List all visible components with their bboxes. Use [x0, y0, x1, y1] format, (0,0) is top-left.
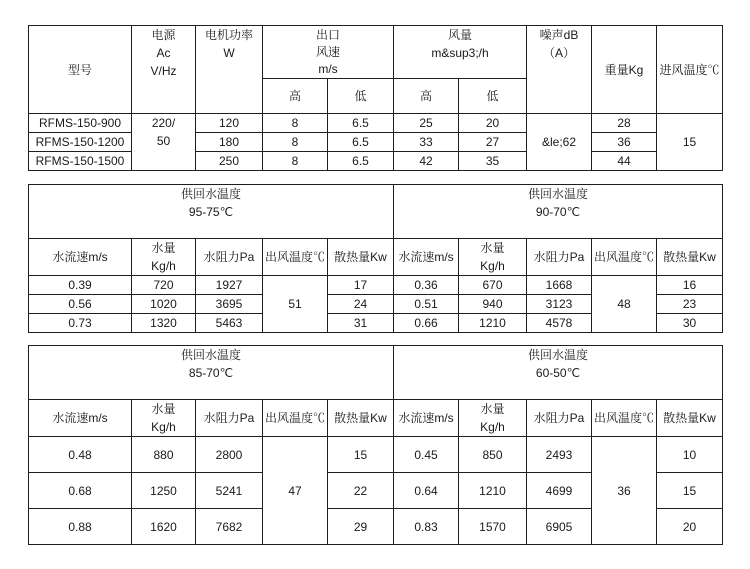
water-resistance-cell: 1668	[527, 276, 592, 295]
outlet-air-speed-label-1: 出口	[316, 27, 341, 42]
water-volume-header	[132, 400, 196, 437]
column-header-row	[29, 400, 723, 437]
water-resistance-cell: 3123	[527, 295, 592, 314]
water-volume-cell: 1570	[459, 509, 527, 545]
weight-cell: 44	[592, 152, 657, 171]
water-volume-cell: 1210	[459, 314, 527, 333]
weight-cell: 36	[592, 133, 657, 152]
flow-speed-cell: 0.68	[29, 473, 132, 509]
heat-output-cell: 17	[328, 276, 394, 295]
air-volume-header	[394, 26, 527, 79]
flow-speed-cell: 0.64	[394, 473, 459, 509]
air-volume-high-header: 高	[394, 79, 459, 114]
flow-speed-cell: 0.36	[394, 276, 459, 295]
outlet-air-temp-cell: 36	[592, 437, 657, 545]
inlet-air-temp-value: 15	[657, 114, 723, 171]
air-volume-unit: m&sup3;/h	[431, 46, 489, 60]
speed-low-cell: 6.5	[328, 152, 394, 171]
model-cell: RFMS-150-1200	[29, 133, 132, 152]
water-resistance-cell: 5463	[196, 314, 263, 333]
water-volume-cell: 1320	[132, 314, 196, 333]
water-volume-cell: 880	[132, 437, 196, 473]
water-resistance-cell: 6905	[527, 509, 592, 545]
table-row	[29, 276, 723, 295]
motor-power-header	[196, 26, 263, 114]
noise-header	[527, 26, 592, 114]
condition-row	[29, 185, 723, 239]
column-header-row	[29, 239, 723, 276]
speed-low-cell: 6.5	[328, 114, 394, 133]
water-volume-label: 水量	[151, 402, 176, 416]
water-resistance-header: 水阻力Pa	[196, 239, 263, 276]
water-volume-cell: 1620	[132, 509, 196, 545]
heat-output-cell: 24	[328, 295, 394, 314]
flow-speed-header: 水流速m/s	[29, 400, 132, 437]
water-resistance-header: 水阻力Pa	[527, 239, 592, 276]
water-volume-unit: Kg/h	[480, 420, 505, 434]
water-volume-cell: 1210	[459, 473, 527, 509]
noise-label: 噪声dB	[539, 28, 579, 42]
outlet-air-temp-header: 出风温度℃	[263, 239, 328, 276]
water-volume-cell: 1250	[132, 473, 196, 509]
heat-output-cell: 23	[657, 295, 723, 314]
water-volume-cell: 720	[132, 276, 196, 295]
power-supply-label: 电源	[151, 28, 176, 42]
water-temp-table-2	[28, 345, 723, 545]
weight-header: 重量Kg	[592, 26, 657, 114]
heat-output-cell: 15	[328, 437, 394, 473]
speed-high-cell: 8	[263, 152, 328, 171]
water-resistance-cell: 1927	[196, 276, 263, 295]
water-volume-cell: 850	[459, 437, 527, 473]
power-supply-type: Ac	[156, 46, 171, 60]
water-temp-condition-right	[394, 185, 723, 239]
water-volume-unit: Kg/h	[151, 420, 176, 434]
heat-output-cell: 31	[328, 314, 394, 333]
model-header: 型号	[29, 26, 132, 114]
heat-output-header: 散热量Kw	[328, 239, 394, 276]
flow-speed-cell: 0.48	[29, 437, 132, 473]
product-spec-table	[28, 25, 723, 171]
air-volume-label: 风量	[448, 28, 473, 42]
water-volume-cell: 940	[459, 295, 527, 314]
condition-range: 90-70℃	[535, 205, 581, 219]
flow-speed-header: 水流速m/s	[394, 400, 459, 437]
heat-output-cell: 29	[328, 509, 394, 545]
flow-speed-cell: 0.51	[394, 295, 459, 314]
heat-output-cell: 20	[657, 509, 723, 545]
outlet-air-temp-cell: 48	[592, 276, 657, 333]
heat-output-cell: 30	[657, 314, 723, 333]
flow-speed-cell: 0.39	[29, 276, 132, 295]
condition-title: 供回水温度	[527, 348, 588, 362]
motor-power-cell: 120	[196, 114, 263, 133]
water-volume-unit: Kg/h	[151, 259, 176, 273]
water-volume-label: 水量	[480, 241, 505, 255]
water-resistance-cell: 2800	[196, 437, 263, 473]
flow-speed-cell: 0.73	[29, 314, 132, 333]
power-supply-header	[132, 26, 196, 114]
water-resistance-cell: 4699	[527, 473, 592, 509]
water-volume-header	[132, 239, 196, 276]
outlet-air-temp-header: 出风温度℃	[263, 400, 328, 437]
model-cell: RFMS-150-1500	[29, 152, 132, 171]
water-resistance-cell: 2493	[527, 437, 592, 473]
inlet-air-temp-header: 进风温度℃	[657, 26, 723, 114]
volume-high-cell: 42	[394, 152, 459, 171]
flow-speed-header: 水流速m/s	[29, 239, 132, 276]
volume-low-cell: 20	[459, 114, 527, 133]
outlet-air-temp-cell: 51	[263, 276, 328, 333]
water-resistance-cell: 7682	[196, 509, 263, 545]
table-row	[29, 437, 723, 473]
water-temp-condition-left	[29, 346, 394, 400]
outlet-speed-low-header: 低	[328, 79, 394, 114]
outlet-speed-high-header: 高	[263, 79, 328, 114]
noise-unit: （A）	[543, 46, 576, 60]
heat-output-cell: 16	[657, 276, 723, 295]
heat-output-header: 散热量Kw	[657, 239, 723, 276]
water-volume-cell: 670	[459, 276, 527, 295]
speed-low-cell: 6.5	[328, 133, 394, 152]
speed-high-cell: 8	[263, 133, 328, 152]
flow-speed-cell: 0.83	[394, 509, 459, 545]
water-volume-header	[459, 400, 527, 437]
flow-speed-cell: 0.56	[29, 295, 132, 314]
motor-power-cell: 250	[196, 152, 263, 171]
flow-speed-cell: 0.45	[394, 437, 459, 473]
volume-low-cell: 35	[459, 152, 527, 171]
heat-output-header: 散热量Kw	[657, 400, 723, 437]
volume-high-cell: 33	[394, 133, 459, 152]
water-volume-cell: 1020	[132, 295, 196, 314]
heat-output-cell: 22	[328, 473, 394, 509]
water-volume-label: 水量	[151, 241, 176, 255]
weight-cell: 28	[592, 114, 657, 133]
water-resistance-cell: 5241	[196, 473, 263, 509]
table-row	[29, 114, 723, 133]
water-temp-condition-left	[29, 185, 394, 239]
power-supply-value-line-1: 220/	[151, 116, 176, 130]
condition-range: 60-50℃	[535, 366, 581, 380]
outlet-air-temp-header: 出风温度℃	[592, 239, 657, 276]
condition-range: 85-70℃	[188, 366, 234, 380]
speed-high-cell: 8	[263, 114, 328, 133]
water-resistance-cell: 3695	[196, 295, 263, 314]
condition-title: 供回水温度	[527, 187, 588, 201]
water-resistance-header: 水阻力Pa	[527, 400, 592, 437]
power-supply-value	[132, 114, 196, 171]
condition-title: 供回水温度	[180, 187, 241, 201]
header-row	[29, 26, 723, 79]
heat-output-header: 散热量Kw	[328, 400, 394, 437]
condition-range: 95-75℃	[188, 205, 234, 219]
motor-power-label: 电机功率	[204, 28, 253, 42]
water-temp-table-1	[28, 184, 723, 333]
flow-speed-header: 水流速m/s	[394, 239, 459, 276]
air-volume-low-header: 低	[459, 79, 527, 114]
outlet-air-speed-header	[263, 26, 394, 79]
volume-high-cell: 25	[394, 114, 459, 133]
volume-low-cell: 27	[459, 133, 527, 152]
water-volume-unit: Kg/h	[480, 259, 505, 273]
outlet-air-temp-header: 出风温度℃	[592, 400, 657, 437]
water-volume-label: 水量	[480, 402, 505, 416]
water-resistance-cell: 4578	[527, 314, 592, 333]
flow-speed-cell: 0.66	[394, 314, 459, 333]
condition-row	[29, 346, 723, 400]
outlet-air-temp-cell: 47	[263, 437, 328, 545]
flow-speed-cell: 0.88	[29, 509, 132, 545]
outlet-air-speed-unit: m/s	[318, 61, 338, 76]
motor-power-cell: 180	[196, 133, 263, 152]
heat-output-cell: 15	[657, 473, 723, 509]
heat-output-cell: 10	[657, 437, 723, 473]
water-temp-condition-right	[394, 346, 723, 400]
water-resistance-header: 水阻力Pa	[196, 400, 263, 437]
water-volume-header	[459, 239, 527, 276]
power-supply-unit: V/Hz	[150, 64, 177, 78]
noise-value: &le;62	[527, 114, 592, 171]
motor-power-unit: W	[223, 46, 235, 60]
power-supply-value-line-2: 50	[156, 134, 171, 148]
outlet-air-speed-label-2: 风速	[316, 44, 341, 59]
model-cell: RFMS-150-900	[29, 114, 132, 133]
condition-title: 供回水温度	[180, 348, 241, 362]
